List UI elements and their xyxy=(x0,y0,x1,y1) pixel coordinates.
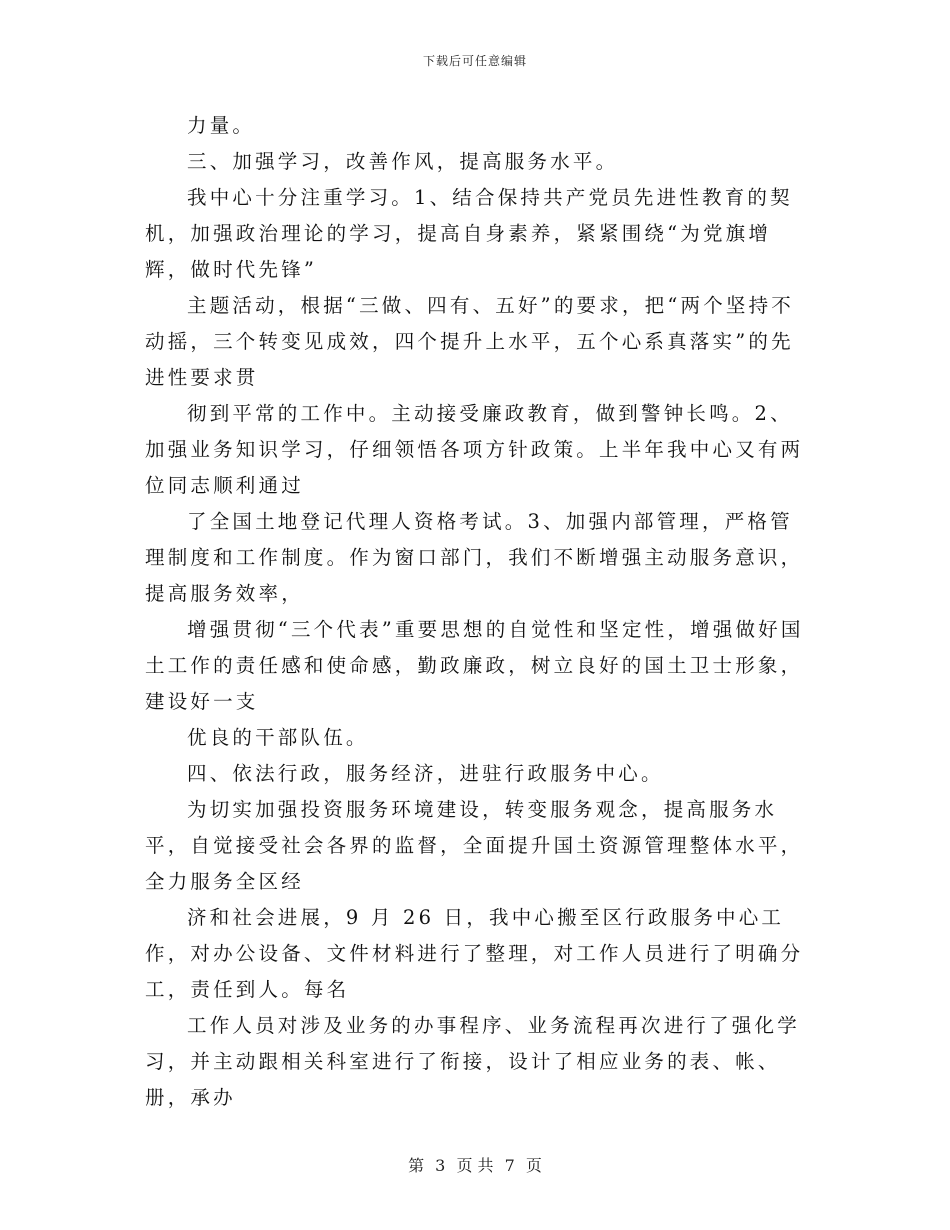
paragraph: 为切实加强投资服务环境建设，转变服务观念，提高服务水平，自觉接受社会各界的监督，全面提升国土资源管理整体水平，全力服务全区经 xyxy=(145,798,804,893)
section-heading: 四、依法行政，服务经济，进驻行政服务中心。 xyxy=(187,762,664,785)
section-heading: 三、加强学习，改善作风，提高服务水平。 xyxy=(187,150,619,173)
page-number-footer xyxy=(0,1153,950,1176)
paragraph: 增强贯彻“三个代表”重要思想的自觉性和坚定性，增强做好国土工作的责任感和使命感，勤政廉政，树立良好的国土卫士形象，建设好一支 xyxy=(145,618,804,713)
paragraph: 力量。 xyxy=(187,114,256,137)
paragraph: 主题活动，根据“三做、四有、五好”的要求，把“两个坚持不动摇，三个转变见成效，四个提升上水平，五个心系真落实”的先进性要求贯 xyxy=(145,294,795,389)
paragraph: 彻到平常的工作中。主动接受廉政教育，做到警钟长鸣。2、加强业务知识学习，仔细领悟各项方针政策。上半年我中心又有两位同志顺利通过 xyxy=(145,402,804,497)
document-body xyxy=(145,108,805,1116)
paragraph: 济和社会进展，9 月 26 日，我中心搬至区行政服务中心工作，对办公设备、文件材料进行了整理，对工作人员进行了明确分工，责任到人。每名 xyxy=(145,906,804,1001)
page-number-prefix: 第 xyxy=(408,1156,425,1175)
paragraph: 优良的干部队伍。 xyxy=(187,726,369,749)
page-header-note: 下载后可任意编辑 xyxy=(422,54,527,68)
total-page-count: 7 xyxy=(504,1156,515,1175)
page-number-middle: 页 共 xyxy=(456,1156,494,1175)
current-page-number: 3 xyxy=(435,1156,446,1175)
paragraph: 了全国土地登记代理人资格考试。3、加强内部管理，严格管理制度和工作制度。作为窗口部门，我们不断增强主动服务意识，提高服务效率， xyxy=(145,510,804,605)
page-number-suffix: 页 xyxy=(525,1156,542,1175)
paragraph: 我中心十分注重学习。1、结合保持共产党员先进性教育的契机，加强政治理论的学习，提高自身素养，紧紧围绕“为党旗增辉，做时代先锋” xyxy=(145,186,793,281)
paragraph: 工作人员对涉及业务的办事程序、业务流程再次进行了强化学习，并主动跟相关科室进行了衔接，设计了相应业务的表、帐、册，承办 xyxy=(145,1014,800,1109)
